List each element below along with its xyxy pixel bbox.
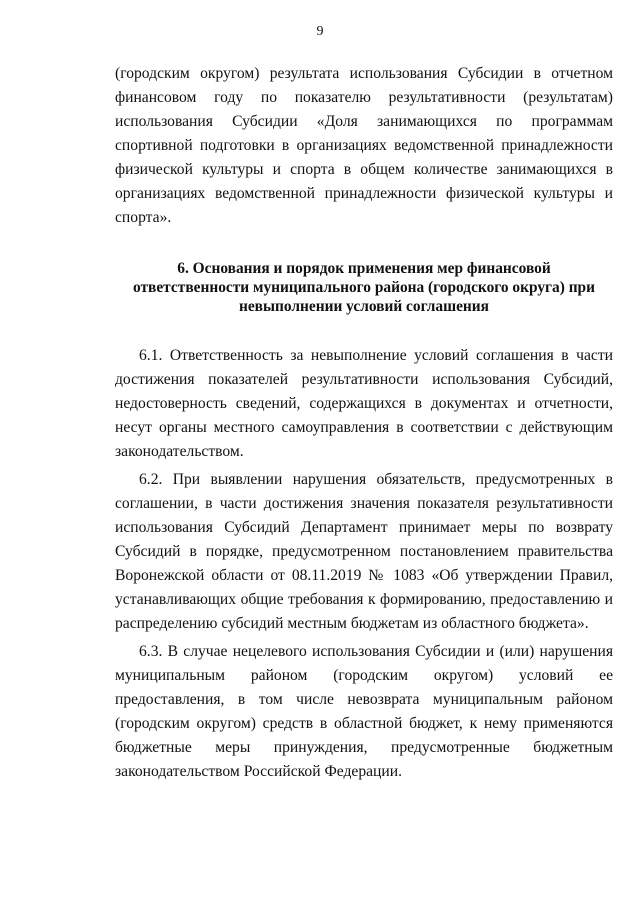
section-heading-line: 6. Основания и порядок применения мер финансовой (177, 260, 551, 277)
section-heading-line: ответственности муниципального района (городского округа) при (132, 279, 595, 296)
paragraph-6-3: 6.3. В случае нецелевого использования Субсидии и (или) нарушения муниципальным районом (городским округом) условий ее предоставления, в том числе невозврата муниципальным районом (городским округом) средств в областной бюджет, к нему применяются бюджетные меры принуждения, предусмотренные бюджетным законодательством Российской Федерации. (115, 643, 613, 780)
section-heading (115, 259, 613, 316)
paragraph-6-2: 6.2. При выявлении нарушения обязательств, предусмотренных в соглашении, в части достижения значения показателя результативности использования Субсидий Департамент принимает меры по возврату Субсидий в порядке, предусмотренном постановлением правительства Воронежской области от 08.11.2019 № 1083 «Об утверждении Правил, устанавливающих общие требования к формированию, предоставлению и распределению субсидий местным бюджетам из областного бюджета». (115, 471, 613, 632)
page-number: 9 (316, 24, 324, 39)
paragraph-6-1: 6.1. Ответственность за невыполнение условий соглашения в части достижения показателей результативности использования Субсидий, недостоверность сведений, содержащихся в документах и отчетности, несут органы местного самоуправления в соответствии с действующим законодательством. (115, 347, 613, 460)
section-heading-line: невыполнении условий соглашения (238, 298, 489, 315)
document-body (115, 62, 613, 784)
intro-paragraph: (городским округом) результата использования Субсидии в отчетном финансовом году по показателю результативности (результатам) использования Субсидии «Доля занимающихся по программам спортивной подготовки в организациях ведомственной принадлежности физической культуры и спорта в общем количестве занимающихся в организациях ведомственной принадлежности физической культуры и спорта». (115, 65, 613, 226)
